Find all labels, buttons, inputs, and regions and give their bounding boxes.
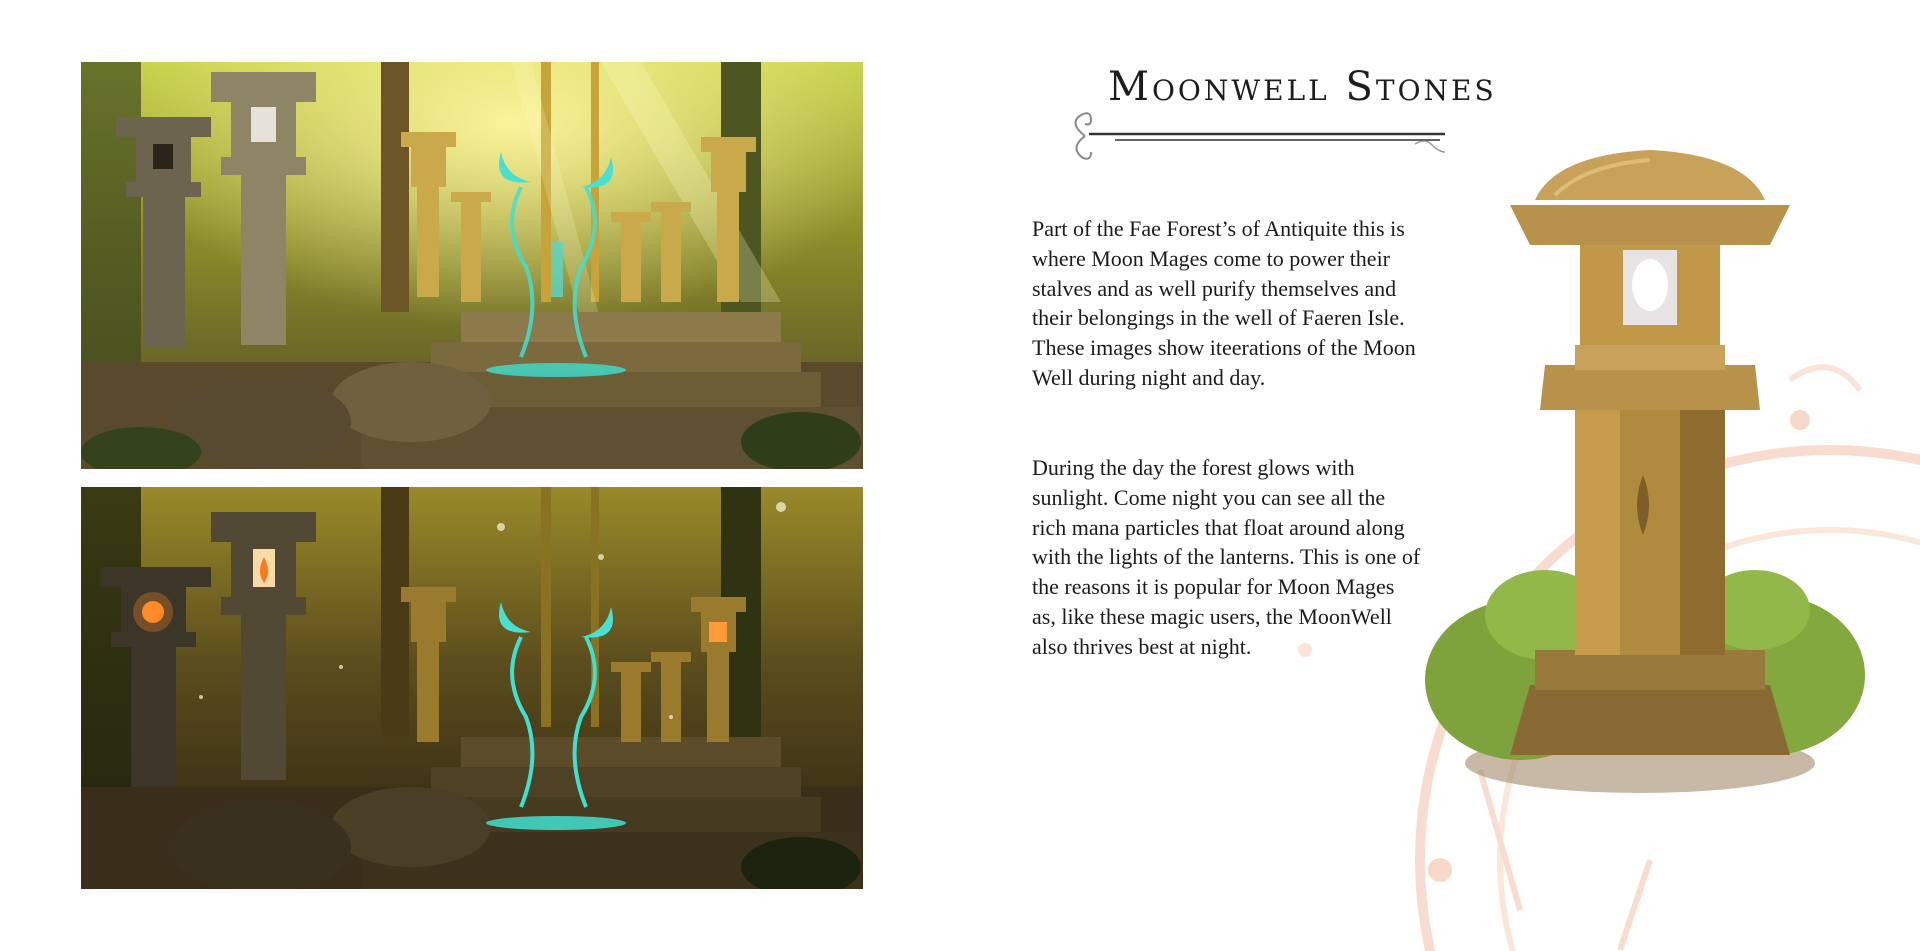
moonwell-day-illustration <box>81 62 863 469</box>
body-paragraph: During the day the forest glows with sunlight. Come night you can see all the rich mana particles that float around along with the lights of the lanterns. This is one of the reasons it is popular for Moon Mages as, like these magic users, the MoonWell also thrives best at night. <box>1032 455 1421 659</box>
moonwell-night-illustration <box>81 487 863 889</box>
body-paragraph: Part of the Fae Forest’s of Antiquite this is where Moon Mages come to power their stalves and as well purify themselves and their belongings in the well of Faeren Isle. These images show iteerations of the Moon Well during night and day. <box>1032 216 1416 390</box>
page-title: Moonwell Stones <box>1108 64 1497 110</box>
stone-lantern-illustration <box>1425 145 1865 815</box>
title-flourish-divider <box>1055 106 1455 166</box>
